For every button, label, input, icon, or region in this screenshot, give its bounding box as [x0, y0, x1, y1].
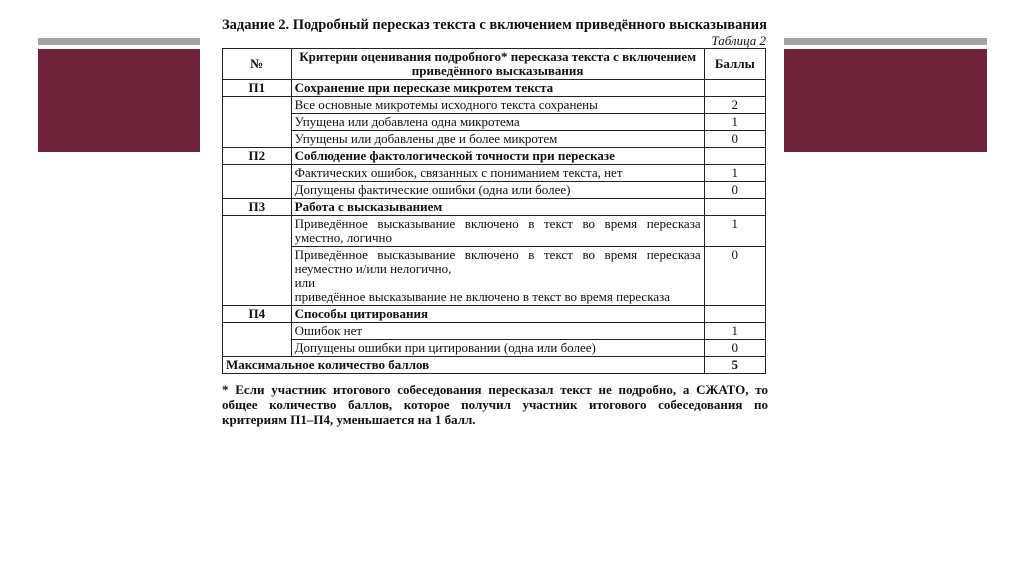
code-spacer: [223, 216, 292, 306]
criterion-score-empty: [704, 80, 765, 97]
criterion-code: П2: [223, 148, 292, 165]
row-text: Фактических ошибок, связанных с пониманием текста, нет: [291, 165, 704, 182]
table-row: [223, 182, 766, 199]
table-row: [223, 165, 766, 182]
criterion-title: Соблюдение фактологической точности при пересказе: [291, 148, 704, 165]
table-row: [223, 247, 766, 306]
total-row: [223, 357, 766, 374]
criterion-group-row: [223, 306, 766, 323]
total-score: 5: [704, 357, 765, 374]
code-spacer: [223, 97, 292, 148]
row-text: Упущена или добавлена одна микротема: [291, 114, 704, 131]
table-row: [223, 216, 766, 247]
row-score: 1: [704, 216, 765, 247]
criterion-group-row: [223, 148, 766, 165]
table-row: [223, 97, 766, 114]
header-criteria: Критерии оценивания подробного* пересказа текста с включением приведённого высказывания: [291, 49, 704, 80]
left-decor-band: [38, 49, 200, 152]
row-score: 1: [704, 114, 765, 131]
row-score: 1: [704, 323, 765, 340]
document-page: [222, 17, 768, 427]
row-text: Упущены или добавлены две и более микротем: [291, 131, 704, 148]
table-row: [223, 131, 766, 148]
criterion-group-row: [223, 199, 766, 216]
row-score: 0: [704, 131, 765, 148]
footnote: * Если участник итогового собеседования пересказал текст не подробно, а СЖАТО, то общее количество баллов, которое получил участник итогового собеседования по критериям П1–П4, уменьшается на 1 балл.: [222, 382, 768, 427]
task-title: Задание 2. Подробный пересказ текста с включением приведённого высказывания: [222, 17, 767, 33]
table-row: [223, 323, 766, 340]
header-score: Баллы: [704, 49, 765, 80]
criterion-title: Способы цитирования: [291, 306, 704, 323]
row-text: Ошибок нет: [291, 323, 704, 340]
row-text-part: приведённое высказывание не включено в текст во время пересказа: [294, 289, 670, 304]
criterion-group-row: [223, 80, 766, 97]
table-row: [223, 340, 766, 357]
row-text: Допущены ошибки при цитировании (одна или более): [291, 340, 704, 357]
table-row: [223, 114, 766, 131]
right-decor-band: [784, 49, 987, 152]
criterion-code: П4: [223, 306, 292, 323]
row-text-part: Приведённое высказывание включено в текст во время пересказа неуместно и/или нелогично,: [294, 247, 701, 276]
row-score: 0: [704, 247, 765, 306]
row-text: Все основные микротемы исходного текста сохранены: [291, 97, 704, 114]
row-text-multi: [291, 247, 704, 306]
row-text: Допущены фактические ошибки (одна или более): [291, 182, 704, 199]
criterion-code: П3: [223, 199, 292, 216]
criterion-code: П1: [223, 80, 292, 97]
row-score: 0: [704, 340, 765, 357]
criterion-score-empty: [704, 148, 765, 165]
table-header-row: [223, 49, 766, 80]
criterion-score-empty: [704, 306, 765, 323]
criterion-title: Сохранение при пересказе микротем текста: [291, 80, 704, 97]
row-score: 0: [704, 182, 765, 199]
right-decor-strip: [784, 38, 987, 45]
code-spacer: [223, 165, 292, 199]
code-spacer: [223, 323, 292, 357]
row-text-or: или: [294, 275, 316, 290]
criterion-title: Работа с высказыванием: [291, 199, 704, 216]
criterion-score-empty: [704, 199, 765, 216]
row-score: 1: [704, 165, 765, 182]
row-score: 2: [704, 97, 765, 114]
criteria-table: [222, 48, 766, 374]
left-decor-strip: [38, 38, 200, 45]
table-caption: Таблица 2: [711, 33, 766, 48]
row-text: Приведённое высказывание включено в текст во время пересказа уместно, логично: [291, 216, 704, 247]
header-num: №: [223, 49, 292, 80]
total-label: Максимальное количество баллов: [223, 357, 705, 374]
